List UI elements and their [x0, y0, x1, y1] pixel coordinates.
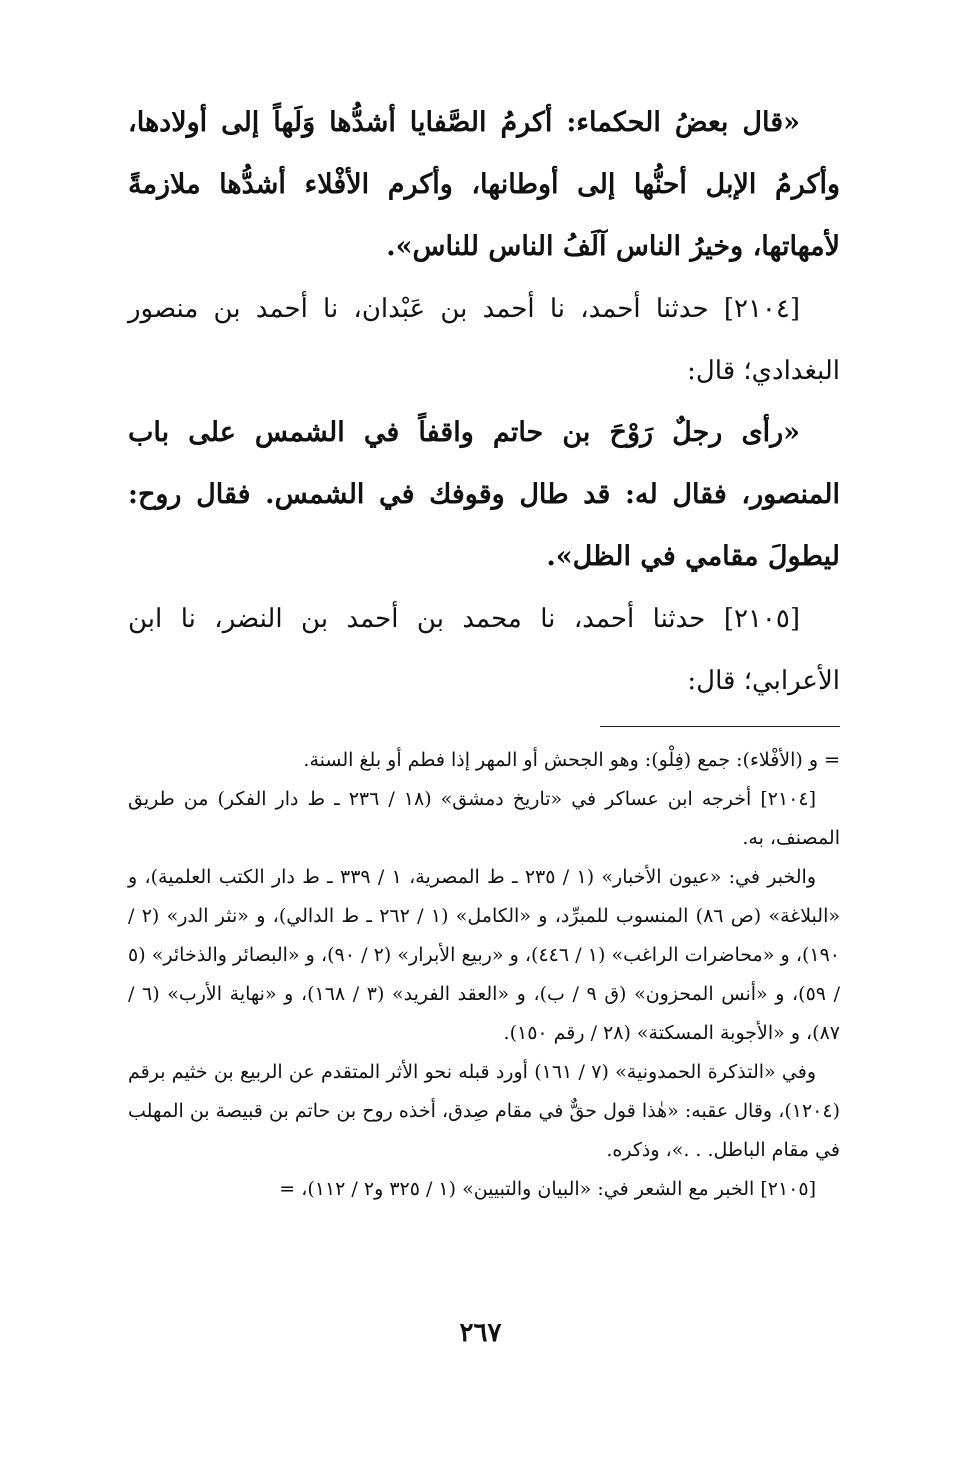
narration-2105: [٢١٠٥] حدثنا أحمد، نا محمد بن أحمد بن النضر، نا ابن الأعرابي؛ قال:: [128, 604, 840, 696]
quote-rawh-bin-hatim: «رأى رجلٌ رَوْحَ بن حاتم واقفاً في الشمس على باب المنصور، فقال له: قد طال وقوفك في الشمس. فقال روح: ليطولَ مقامي في الظل».: [128, 417, 840, 572]
footnote-2104-tadhkira: وفي «التذكرة الحمدونية» (٧ / ١٦١) أورد قبله نحو الأثر المتقدم عن الربيع بن خثيم برقم (١٢٠٤)، وقال عقبه: «هٰذا قول حقٌّ في مقام صِدق، أخذه روح بن حاتم بن قبيصة بن المهلب في مقام الباطل. . .»، وذكره.: [128, 1061, 840, 1161]
footnote-2104-source: [٢١٠٤] أخرجه ابن عساكر في «تاريخ دمشق» (١٨ / ٢٣٦ ـ ط دار الفكر) من طريق المصنف، به.: [128, 788, 840, 849]
book-page: [128, 92, 840, 1209]
footnote-2105-source: [٢١٠٥] الخبر مع الشعر في: «البيان والتبيين» (١ / ٣٢٥ و٢ / ١١٢)، =: [279, 1178, 816, 1200]
footnote-aflaa: = و (الأفْلاء): جمع (فِلْو): وهو الجحش أو المهر إذا فطم أو بلغ السنة.: [303, 749, 840, 771]
footnotes: [128, 741, 840, 1209]
page-number: ٢٦٧: [459, 1318, 502, 1348]
footnote-separator: [600, 726, 840, 727]
quote-wise-saying: «قال بعضُ الحكماء: أكرمُ الصَّفايا أشدُّها وَلَهاً إلى أولادها، وأكرمُ الإبل أحنُّها إلى أوطانها، وأكرم الأفْلاء أشدُّها ملازمةً لأمهاتها، وخيرُ الناس آلَفُ الناس للناس».: [128, 107, 840, 262]
footnote-2104-references: والخبر في: «عيون الأخبار» (١ / ٢٣٥ ـ ط المصرية، ١ / ٣٣٩ ـ ط دار الكتب العلمية)، و «البلاغة» (ص ٨٦) المنسوب للمبرِّد، و «الكامل» (١ / ٢٦٢ ـ ط الدالي)، و «نثر الدر» (٢ / ١٩٠)، و «محاضرات الراغب» (١ / ٤٤٦)، و «ربيع الأبرار» (٢ / ٩٠)، و «البصائر والذخائر» (٥ / ٥٩)، و «أنس المحزون» (ق ٩ / ب)، و «العقد الفريد» (٣ / ١٦٨)، و «نهاية الأرب» (٦ / ٨٧)، و «الأجوبة المسكتة» (٢٨ / رقم ١٥٠).: [128, 866, 841, 1044]
main-text: [128, 92, 840, 712]
narration-2104: [٢١٠٤] حدثنا أحمد، نا أحمد بن عَبْدان، نا أحمد بن منصور البغدادي؛ قال:: [128, 294, 840, 386]
